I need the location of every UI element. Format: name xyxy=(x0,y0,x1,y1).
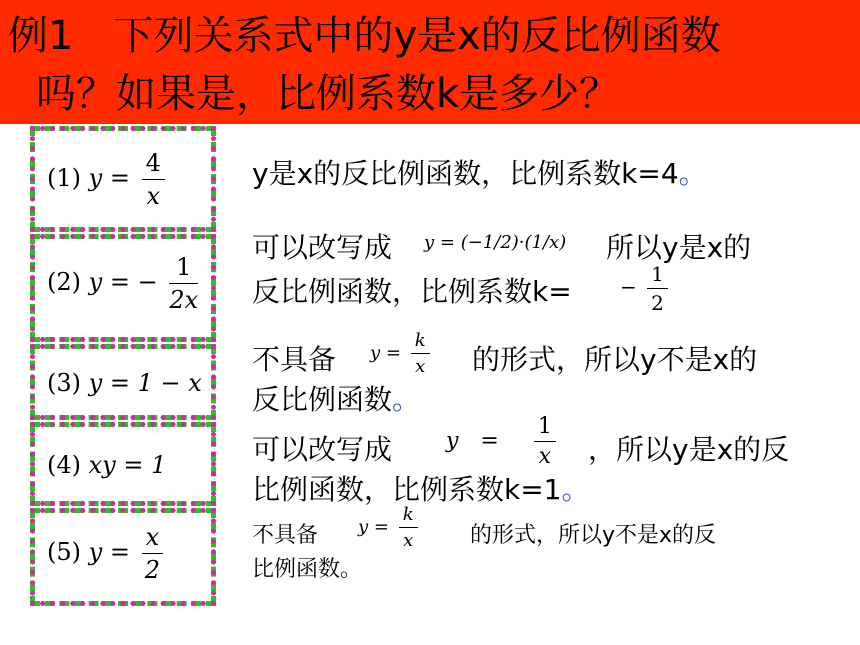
formula-1 xyxy=(47,149,169,210)
answer-3-formula-lhs: y = xyxy=(370,342,401,364)
formula-2 xyxy=(47,253,202,314)
answer-3-mid: 的形式，所以y不是x的 xyxy=(472,343,758,376)
formula-1-den: x xyxy=(146,182,160,210)
formula-box-1 xyxy=(30,126,216,232)
formula-5-lhs: y = xyxy=(88,538,130,566)
answer-4-num: 1 xyxy=(534,414,556,442)
answer-3-formula xyxy=(370,330,434,377)
formula-2-label: (2) xyxy=(47,268,81,296)
formula-4 xyxy=(47,451,166,479)
formula-2-num: 1 xyxy=(169,253,198,284)
answer-4-den: x xyxy=(538,444,552,469)
answer-5-formula-lhs: y = xyxy=(358,516,389,538)
answer-4-fraction xyxy=(534,414,556,469)
answer-2-line-2-text: 反比例函数，比例系数k= xyxy=(252,275,572,308)
answer-4-period: 。 xyxy=(561,473,590,506)
formula-box-5 xyxy=(30,508,216,606)
answer-4-line-2 xyxy=(252,468,590,508)
formula-5 xyxy=(47,523,167,584)
formula-4-expr: xy = 1 xyxy=(88,451,167,479)
answer-1-period: 。 xyxy=(678,157,707,190)
answer-4-start: 可以改写成 xyxy=(252,433,393,466)
formula-1-num: 4 xyxy=(142,149,165,180)
formula-2-lhs: y = − xyxy=(88,268,158,296)
answer-4-formula xyxy=(446,414,560,469)
answer-3-period: 。 xyxy=(392,383,421,416)
answer-1 xyxy=(252,152,707,192)
answer-2-line-2 xyxy=(252,270,572,310)
formula-5-num: x xyxy=(142,523,164,554)
answer-2-k-num: 1 xyxy=(647,262,668,289)
title-line-2: 吗？如果是，比例系数k是多少？ xyxy=(36,71,620,117)
answer-2-formula: y = (−1/2)·(1/x) xyxy=(424,232,567,253)
formula-3-expr: y = 1 − x xyxy=(88,369,202,397)
answer-4-formula-lhs: y = xyxy=(446,428,499,454)
formula-1-fraction xyxy=(142,149,165,210)
answer-4-mid: ，所以y是x的反 xyxy=(588,433,790,466)
answer-5-formula xyxy=(358,504,422,551)
answer-5-fraction xyxy=(399,504,418,551)
formula-1-lhs: y = xyxy=(88,164,130,192)
answer-5-line-2: 比例函数。 xyxy=(252,557,363,582)
answer-1-text: y是x的反比例函数，比例系数k=4 xyxy=(252,157,679,190)
answer-2-line-1 xyxy=(252,226,392,266)
formula-5-fraction xyxy=(142,523,164,584)
answer-3-fraction xyxy=(411,330,430,377)
formula-2-den: 2x xyxy=(169,286,199,314)
formula-box-3 xyxy=(30,344,216,420)
title-line-1: 例1 下列关系式中的y是x的反比例函数 xyxy=(8,13,721,59)
formula-3 xyxy=(47,369,202,397)
answer-5-mid: 的形式，所以y不是x的反 xyxy=(470,523,717,548)
answer-4-line-2-text: 比例函数，比例系数k=1 xyxy=(252,473,562,506)
answer-2-k xyxy=(620,262,672,315)
formula-5-den: 2 xyxy=(144,556,160,584)
answer-5-den: x xyxy=(403,530,414,551)
formula-1-label: (1) xyxy=(47,164,81,192)
title-banner xyxy=(0,0,860,124)
answer-2-k-sign: − xyxy=(620,275,637,299)
formula-box-2 xyxy=(30,234,216,342)
answer-2-start: 可以改写成 xyxy=(252,231,393,264)
answer-2-k-den: 2 xyxy=(651,291,664,315)
answer-2-mid: 所以y是x的 xyxy=(606,231,752,264)
formula-4-label: (4) xyxy=(47,451,81,479)
answer-5-num: k xyxy=(399,504,418,528)
answer-3-num: k xyxy=(411,330,430,354)
answer-3-den: x xyxy=(415,356,426,377)
answer-3-line-2-text: 反比例函数 xyxy=(252,383,393,416)
formula-5-label: (5) xyxy=(47,538,81,566)
formula-box-4 xyxy=(30,422,216,506)
answer-3-line-2 xyxy=(252,378,420,418)
formula-2-fraction xyxy=(169,253,198,314)
formula-3-label: (3) xyxy=(47,369,81,397)
answer-2-k-fraction xyxy=(647,262,668,315)
answer-5-start: 不具备 xyxy=(252,523,319,548)
answer-3-start: 不具备 xyxy=(252,343,337,376)
